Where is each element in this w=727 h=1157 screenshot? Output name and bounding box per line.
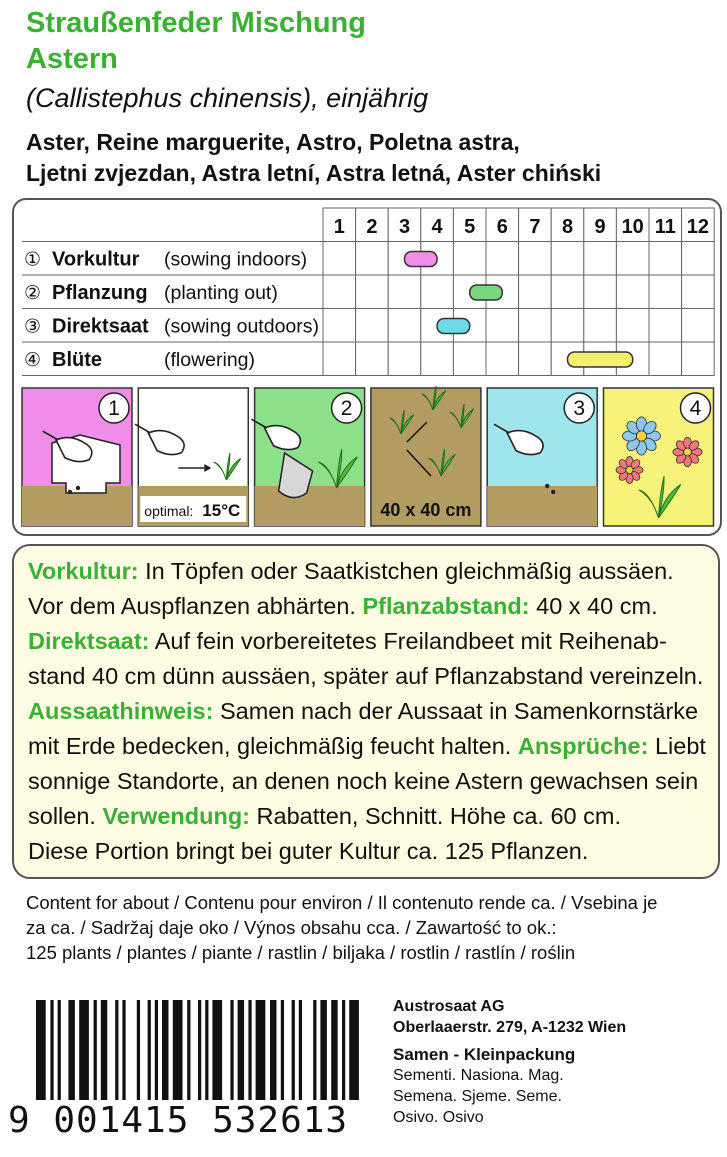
month-label: 6 <box>496 216 508 238</box>
kw-aussaathinweis: Aussaathinweis: <box>28 698 214 724</box>
barcode-bar <box>349 1000 359 1100</box>
content-line-1: Content for about / Contenu pour environ / Il contenuto rende ca. / Vsebina je <box>26 892 658 913</box>
kw-pflanzabstand: Pflanzabstand: <box>362 593 530 619</box>
barcode-digits: 9 001415 532613 <box>8 1100 349 1141</box>
calendar-cell <box>323 342 356 376</box>
step-number: ① <box>24 248 42 271</box>
barcode-bar <box>230 1000 233 1100</box>
step-label: Blüte <box>52 349 102 371</box>
step-number: ② <box>24 282 42 304</box>
text-ansprueche: Liebt sonnige Standorte, an denen noch keine Astern gewachsen sein sollen. <box>28 733 706 829</box>
text-verwendung: Rabatten, Schnitt. Höhe ca. 60 cm. <box>250 803 621 829</box>
calendar-cell <box>356 342 389 376</box>
barcode-bar <box>238 1000 244 1100</box>
kw-direktsaat: Direktsaat: <box>28 628 150 654</box>
calendar-cell <box>388 309 421 343</box>
temp-label-a: optimal: <box>144 503 194 519</box>
month-label: 12 <box>686 216 710 238</box>
month-label: 3 <box>398 216 411 238</box>
text-pflanzabstand: 40 x 40 cm. <box>529 593 658 619</box>
aster-flower-icon <box>616 457 643 484</box>
step-desc: (sowing indoors) <box>164 248 308 271</box>
step-label: Direktsaat <box>52 315 149 338</box>
calendar-cell <box>682 242 715 276</box>
package-lang-1: Sementi. Nasiona. Mag. <box>393 1067 564 1084</box>
calendar-cell <box>519 242 552 276</box>
barcode <box>8 996 368 1146</box>
barcode-bar <box>248 1000 251 1100</box>
barcode-bar <box>79 1000 89 1100</box>
barcode-bar <box>137 1000 140 1100</box>
calendar-cell <box>649 309 682 343</box>
illustration-panel-4 <box>371 386 481 526</box>
package-lang-2: Semena. Sjeme. Seme. <box>393 1088 562 1105</box>
calendar-cell <box>486 342 519 376</box>
calendar-cell <box>584 309 617 343</box>
step-desc: (flowering) <box>164 349 256 371</box>
calendar-cell <box>486 309 519 343</box>
calendar-cell <box>388 342 421 376</box>
month-label: 9 <box>594 216 606 238</box>
seed-icon <box>551 490 555 494</box>
illustration-panel-5 <box>487 388 597 526</box>
month-label: 1 <box>333 216 345 238</box>
calendar-cell <box>486 242 519 276</box>
aster-flower-icon <box>622 417 660 455</box>
calendar-cell <box>323 242 356 276</box>
month-label: 7 <box>529 216 541 238</box>
calendar-cell <box>356 275 389 309</box>
calendar-cell <box>519 342 552 376</box>
month-label: 5 <box>464 216 476 238</box>
period-bar <box>568 352 633 367</box>
barcode-bar <box>94 1000 97 1100</box>
common-names <box>26 127 716 189</box>
calendar-cell <box>551 309 584 343</box>
calendar-cell <box>519 275 552 309</box>
calendar-cell <box>519 309 552 343</box>
barcode-bar <box>292 1000 295 1100</box>
calendar-cell <box>616 242 649 276</box>
illustration-panel-6 <box>604 388 714 526</box>
period-bar <box>437 319 470 334</box>
period-bar <box>405 252 438 267</box>
step-number: ③ <box>24 315 42 338</box>
kw-verwendung: Verwendung: <box>102 803 251 829</box>
barcode-bars <box>8 996 368 1100</box>
common-names-line-1: Aster, Reine marguerite, Astro, Poletna astra, <box>26 129 520 155</box>
text-vorkultur: In Töpfen oder Saatkistchen gleichmäßig aussäen. Vor dem Auspflanzen abhärten. <box>28 558 674 619</box>
barcode-bar <box>320 1000 326 1100</box>
product-subtitle: Astern <box>26 43 118 75</box>
month-label: 8 <box>561 216 574 238</box>
step-badge-2-text: 2 <box>340 397 353 420</box>
barcode-bar <box>36 1000 46 1100</box>
calendar-cell <box>323 275 356 309</box>
barcode-bar <box>299 1000 302 1100</box>
calendar-cell <box>616 275 649 309</box>
barcode-bar <box>198 1000 201 1100</box>
aster-flower-icon <box>673 437 702 466</box>
step-desc: (planting out) <box>164 282 278 304</box>
calendar-cell <box>649 342 682 376</box>
package-lang-3: Osivo. Osivo <box>393 1109 484 1126</box>
calendar-cell <box>682 342 715 376</box>
company-info <box>393 996 713 1128</box>
calendar-cell <box>584 275 617 309</box>
step-label: Vorkultur <box>52 248 140 271</box>
kw-ansprueche: Ansprüche: <box>517 733 649 759</box>
barcode-bar <box>187 1000 190 1100</box>
step-desc: (sowing outdoors) <box>164 315 319 338</box>
calendar-cell <box>649 275 682 309</box>
barcode-bar <box>68 1000 74 1100</box>
calendar-cell <box>453 342 486 376</box>
content-statement <box>26 890 716 965</box>
text-portion: Diese Portion bringt bei guter Kultur ca. 125 Pflanzen. <box>28 838 589 864</box>
barcode-bar <box>58 1000 61 1100</box>
barcode-bar <box>331 1000 337 1100</box>
barcode-bar <box>313 1000 316 1100</box>
step-badge-1-text: 1 <box>108 397 120 420</box>
calendar-cell <box>682 309 715 343</box>
seed-icon <box>76 486 80 490</box>
barcode-bar <box>256 1000 266 1100</box>
barcode-bar <box>162 1000 168 1100</box>
month-label: 11 <box>654 216 676 238</box>
seed-icon <box>68 490 72 494</box>
barcode-bar <box>155 1000 158 1100</box>
spacing-label: 40 x 40 cm <box>380 500 472 520</box>
barcode-bar <box>173 1000 183 1100</box>
calendar-cell <box>323 309 356 343</box>
barcode-bar <box>281 1000 284 1100</box>
calendar-grid <box>22 208 714 376</box>
barcode-bar <box>122 1000 125 1100</box>
company-name: Austrosaat AG <box>393 998 505 1015</box>
instructions-box <box>12 544 720 879</box>
soil-strip <box>487 486 597 526</box>
calendar-cell <box>616 309 649 343</box>
temp-label-b: 15°C <box>202 501 241 520</box>
product-title: Straußenfeder Mischung <box>26 7 366 39</box>
calendar-cell <box>356 309 389 343</box>
calendar-cell <box>421 275 454 309</box>
month-label: 10 <box>621 216 644 238</box>
kw-vorkultur: Vorkultur: <box>28 558 139 584</box>
step-badge-4-text: 4 <box>689 397 702 420</box>
step-badge-3-text: 3 <box>573 397 586 420</box>
sowing-calendar-box <box>12 198 722 536</box>
barcode-bar <box>270 1000 276 1100</box>
illustration-panel-2 <box>135 388 248 526</box>
barcode-bar <box>101 1000 107 1100</box>
barcode-bar <box>50 1000 53 1100</box>
calendar-cell <box>649 242 682 276</box>
soil-strip <box>255 486 365 526</box>
period-bar <box>470 285 503 300</box>
step-label: Pflanzung <box>52 282 148 304</box>
calendar-cell <box>551 242 584 276</box>
calendar-cell <box>551 275 584 309</box>
common-names-line-2: Ljetni zvjezdan, Astra letní, Astra letná, Aster chiński <box>26 160 602 186</box>
sowing-calendar <box>14 200 720 534</box>
package-type: Samen - Kleinpackung <box>393 1045 576 1064</box>
illustration-panel-3 <box>251 388 364 526</box>
barcode-bar <box>205 1000 208 1100</box>
company-address: Oberlaaerstr. 279, A-1232 Wien <box>393 1019 627 1036</box>
instructions-text <box>28 554 712 869</box>
text-aussaathinweis: Samen nach der Aussaat in Samenkornstärke mit Erde bedecken, gleichmäßig feucht halten. <box>28 698 699 759</box>
content-line-3: 125 plants / plantes / piante / rastlin / biljaka / rostlin / rastlín / roślin <box>26 942 576 963</box>
calendar-cell <box>682 275 715 309</box>
seed-icon <box>545 484 549 488</box>
content-line-2: za ca. / Sadržaj daje oko / Výnos obsahu cca. / Zawartość to ok.: <box>26 917 557 938</box>
latin-name: (Callistephus chinensis), einjährig <box>26 83 429 113</box>
calendar-cell <box>584 242 617 276</box>
barcode-bar <box>212 1000 222 1100</box>
calendar-cell <box>453 242 486 276</box>
barcode-bar <box>148 1000 151 1100</box>
calendar-cell <box>356 242 389 276</box>
month-label: 4 <box>431 216 443 238</box>
calendar-cell <box>388 275 421 309</box>
month-label: 2 <box>366 216 378 238</box>
calendar-cell <box>421 342 454 376</box>
barcode-bar <box>342 1000 345 1100</box>
text-direktsaat: Auf fein vorbereitetes Freilandbeet mit Reihenabstand 40 cm dünn aussäen, später auf Pflanzabstand vereinzeln. <box>28 628 704 689</box>
barcode-bar <box>115 1000 118 1100</box>
illustration-panel-1 <box>22 388 132 526</box>
step-number: ④ <box>24 349 42 371</box>
